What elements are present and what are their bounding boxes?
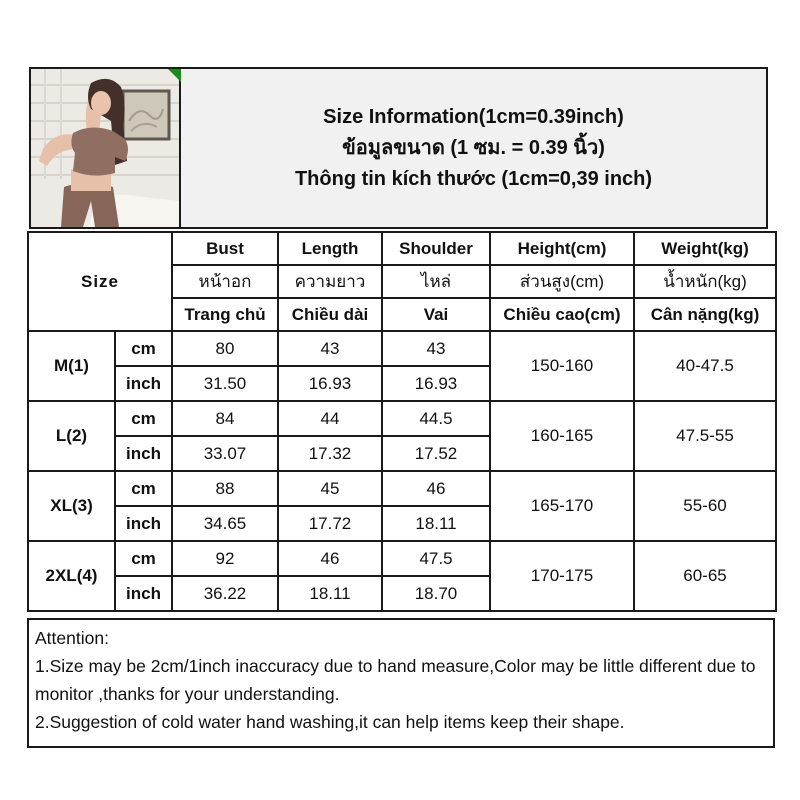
col-header-shoulder-vi: Vai [382, 298, 490, 331]
value-2xl-height: 170-175 [490, 541, 634, 611]
value-xl-weight: 55-60 [634, 471, 776, 541]
col-header-bust-th: หน้าอก [172, 265, 278, 298]
value-l-length-inch: 17.32 [278, 436, 382, 471]
value-m-length-cm: 43 [278, 331, 382, 366]
header-row [27, 67, 775, 229]
col-header-weight-en: Weight(kg) [634, 232, 776, 265]
unit-label-cm: cm [115, 541, 172, 576]
col-header-length-th: ความยาว [278, 265, 382, 298]
unit-label-inch: inch [115, 576, 172, 611]
col-header-height-en: Height(cm) [490, 232, 634, 265]
value-2xl-length-inch: 18.11 [278, 576, 382, 611]
model-photo [29, 67, 181, 229]
size-label-m: M(1) [28, 331, 115, 401]
size-table [27, 231, 777, 612]
table-row-xl-cm [28, 471, 776, 506]
value-m-weight: 40-47.5 [634, 331, 776, 401]
green-corner-marker-icon [168, 69, 181, 82]
value-xl-length-cm: 45 [278, 471, 382, 506]
size-information-title-box [179, 67, 768, 229]
col-header-height-vi: Chiều cao(cm) [490, 298, 634, 331]
value-l-shoulder-inch: 17.52 [382, 436, 490, 471]
unit-label-cm: cm [115, 401, 172, 436]
value-l-length-cm: 44 [278, 401, 382, 436]
unit-label-cm: cm [115, 331, 172, 366]
value-m-length-inch: 16.93 [278, 366, 382, 401]
size-label-xl: XL(3) [28, 471, 115, 541]
col-header-bust-en: Bust [172, 232, 278, 265]
unit-label-inch: inch [115, 506, 172, 541]
value-2xl-bust-inch: 36.22 [172, 576, 278, 611]
value-xl-bust-cm: 88 [172, 471, 278, 506]
title-thai: ข้อมูลขนาด (1 ซม. = 0.39 นิ้ว) [342, 136, 605, 159]
attention-line-2: 2.Suggestion of cold water hand washing,it can help items keep their shape. [35, 712, 625, 732]
model-photo-illustration [31, 69, 179, 227]
page-content [27, 67, 775, 748]
title-vietnamese: Thông tin kích thước (1cm=0,39 inch) [294, 167, 653, 190]
value-2xl-weight: 60-65 [634, 541, 776, 611]
value-2xl-shoulder-cm: 47.5 [382, 541, 490, 576]
value-l-shoulder-cm: 44.5 [382, 401, 490, 436]
value-xl-shoulder-inch: 18.11 [382, 506, 490, 541]
value-l-weight: 47.5-55 [634, 401, 776, 471]
value-2xl-shoulder-inch: 18.70 [382, 576, 490, 611]
col-header-weight-th: น้ำหนัก(kg) [634, 265, 776, 298]
value-l-height: 160-165 [490, 401, 634, 471]
unit-label-inch: inch [115, 436, 172, 471]
size-label-l: L(2) [28, 401, 115, 471]
col-header-length-vi: Chiều dài [278, 298, 382, 331]
value-l-bust-inch: 33.07 [172, 436, 278, 471]
value-l-bust-cm: 84 [172, 401, 278, 436]
size-label-2xl: 2XL(4) [28, 541, 115, 611]
col-header-weight-vi: Cân nặng(kg) [634, 298, 776, 331]
value-m-shoulder-inch: 16.93 [382, 366, 490, 401]
value-m-height: 150-160 [490, 331, 634, 401]
col-header-height-th: ส่วนสูง(cm) [490, 265, 634, 298]
attention-title: Attention: [35, 628, 109, 648]
value-2xl-length-cm: 46 [278, 541, 382, 576]
value-xl-length-inch: 17.72 [278, 506, 382, 541]
unit-label-cm: cm [115, 471, 172, 506]
attention-line-1: 1.Size may be 2cm/1inch inaccuracy due to hand measure,Color may be little different due to monitor ,thanks for your understanding. [35, 656, 756, 704]
value-xl-height: 165-170 [490, 471, 634, 541]
attention-note-box [27, 618, 775, 748]
table-row-l-cm [28, 401, 776, 436]
unit-label-inch: inch [115, 366, 172, 401]
table-row-m-cm [28, 331, 776, 366]
face [91, 91, 111, 115]
col-header-length-en: Length [278, 232, 382, 265]
header-row-english [28, 232, 776, 265]
title-english: Size Information(1cm=0.39inch) [323, 105, 624, 128]
value-xl-shoulder-cm: 46 [382, 471, 490, 506]
value-2xl-bust-cm: 92 [172, 541, 278, 576]
size-header-cell: Size [28, 232, 172, 331]
table-row-2xl-cm [28, 541, 776, 576]
col-header-bust-vi: Trang chủ [172, 298, 278, 331]
col-header-shoulder-en: Shoulder [382, 232, 490, 265]
value-m-shoulder-cm: 43 [382, 331, 490, 366]
value-m-bust-cm: 80 [172, 331, 278, 366]
value-m-bust-inch: 31.50 [172, 366, 278, 401]
picture-frame-icon [123, 91, 169, 139]
col-header-shoulder-th: ไหล่ [382, 265, 490, 298]
value-xl-bust-inch: 34.65 [172, 506, 278, 541]
